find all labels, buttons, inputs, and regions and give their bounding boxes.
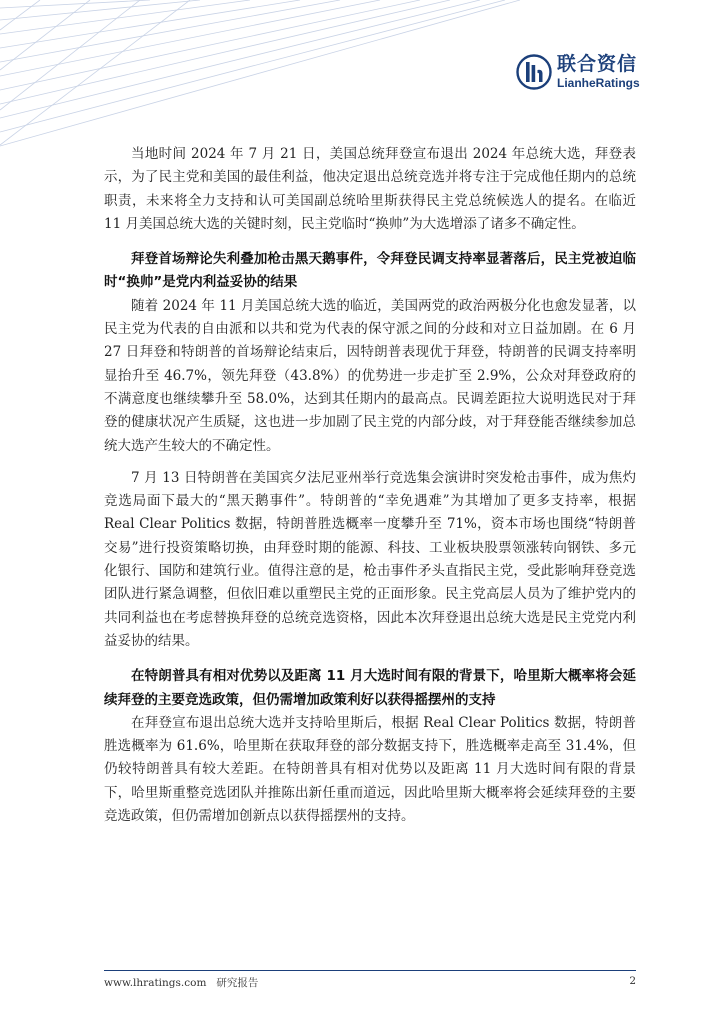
intro-paragraph: 当地时间 2024 年 7 月 21 日，美国总统拜登宣布退出 2024 年总统大选，拜登表示，为了民主党和美国的最佳利益，他决定退出总统竞选并将专注于完成他任期内的总统职责，未来将全力支持和认可美国副总统哈里斯获得民主党总统候选人的提名。在临近 11 月美国总统大选的关键时刻，民主党临时“换帅”为大选增添了诸多不确定性。 [104,146,636,232]
report-body [104,143,636,828]
section-heading-1: 拜登首场辩论失利叠加枪击黑天鹅事件，令拜登民调支持率显著落后，民主党被迫临时“换帅”是党内利益妥协的结果 [104,251,636,291]
body-paragraph-2: 随着 2024 年 11 月美国总统大选的临近，美国两党的政治两极分化也愈发显著，以民主党为代表的自由派和以共和党为代表的保守派之间的分歧和对立日益加剧。在 6 月 27 日拜登和特朗普的首场辩论结束后，因特朗普表现优于拜登，特朗普的民调支持率明显抬升至 46.7%，领先拜登（43.8%）的优势进一步走扩至 2.9%，公众对拜登政府的不满意度也继续攀升至 58.0%，达到其任期内的最高点。民调差距拉大说明选民对于拜登的健康状况产生质疑，这也进一步加剧了民主党的内部分歧，对于拜登能否继续参加总统大选产生较大的不确定性。 [104,297,636,454]
body-paragraph-3: 7 月 13 日特朗普在美国宾夕法尼亚州举行竞选集会演讲时突发枪击事件，成为焦灼竞选局面下最大的“黑天鹅事件”。特朗普的“幸免遇难”为其增加了更多支持率，根据 Real Clear Politics 数据，特朗普胜选概率一度攀升至 71%，资本市场也围绕“特朗普交易”进行投资策略切换，由拜登时期的能源、科技、工业板块股票领涨转向钢铁、多元化银行、国防和建筑行业。值得注意的是，枪击事件矛头直指民主党，受此影响拜登竞选团队进行紧急调整，但依旧难以重塑民主党的正面形象。民主党高层人员为了维护党内的共同利益也在考虑替换拜登的总统竞选资格，因此本次拜登退出总统大选是民主党党内利益妥协的结果。 [104,469,636,649]
body-paragraph-4: 在拜登宣布退出总统大选并支持哈里斯后，根据 Real Clear Politics 数据，特朗普胜选概率为 61.6%，哈里斯在获取拜登的部分数据支持下，胜选概率走高至 31.4%，但仍较特朗普具有较大差距。在特朗普具有相对优势以及距离 11 月大选时间有限的背景下，哈里斯重整竞选团队并推陈出新任重而道远，因此哈里斯大概率将会延续拜登的主要竞选政策，但仍需增加创新点以获得摇摆州的支持。 [104,714,636,825]
lianhe-logo-icon [516,54,552,90]
brand-name-cn: 联合资信 [557,53,638,75]
footer-divider [104,970,636,971]
page-number: 2 [629,975,636,987]
brand-name-en: LianheRatings [557,76,640,90]
footer-website-link[interactable]: www.lhratings.com [104,977,207,989]
footer-info [104,975,258,990]
section-heading-2: 在特朗普具有相对优势以及距离 11 月大选时间有限的背景下，哈里斯大概率将会延续拜登的主要竞选政策，但仍需增加政策利好以获得摇摆州的支持 [104,668,636,708]
footer-doc-type: 研究报告 [216,977,259,989]
corner-line-decoration [0,0,520,150]
brand-logo [516,54,640,90]
